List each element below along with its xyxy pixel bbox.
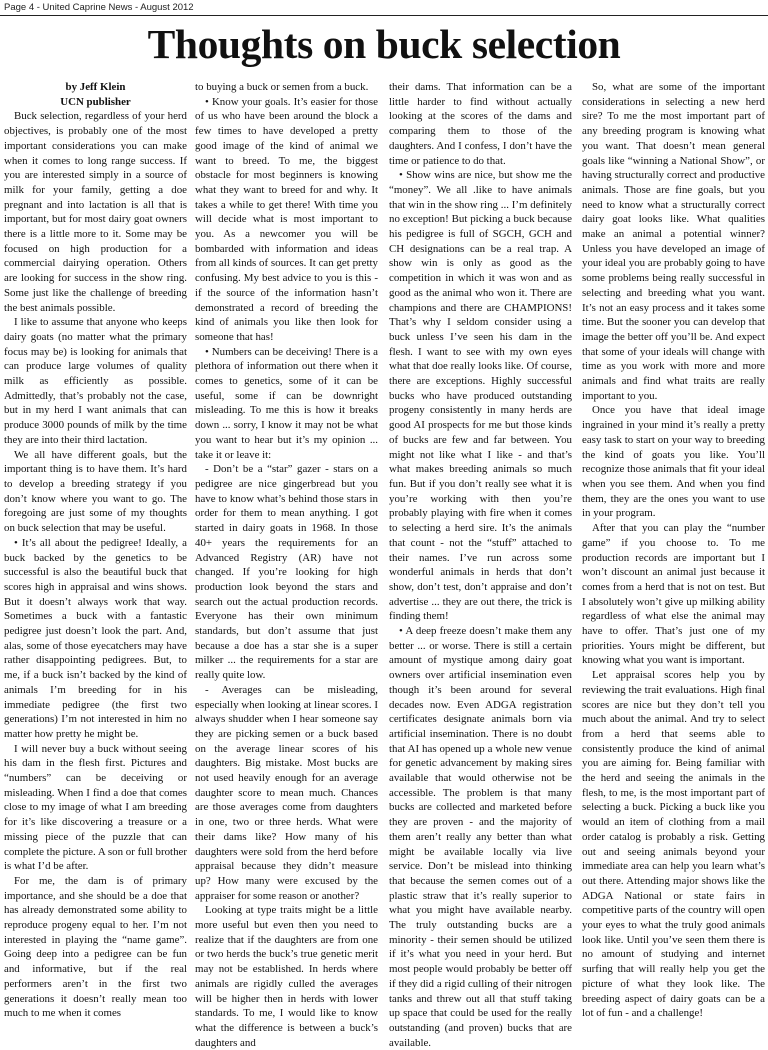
article-column-1 [4, 80, 187, 1020]
byline-role: UCN publisher [60, 95, 131, 108]
article-headline: Thoughts on buck selection [147, 21, 621, 67]
paragraph: Once you have that ideal image ingrained in your mind it’s really a pretty easy task to start on your way to breeding the kind of goats you like. You’ll recognize those animals that fit your ideal when you see them. And when you find them, they are the ones you want to use in your program. [582, 404, 765, 520]
paragraph-continued: their dams. That information can be a little harder to find without actually looking at the scores of the dams and comparing them to those of the daughters. And I confess, I don’t have the time or patience to do that. [389, 81, 572, 167]
paragraph: • It’s all about the pedigree! Ideally, a buck backed by the genetics to be successful is also the beautiful buck that scores high in appraisal and wins shows. But it doesn’t always work that way. Sometimes a buck with a fantastic pedigree just doesn’t look the part. And, alas, some of those eyecatchers may have rather disappointing pedigrees. But, to me, if a buck isn’t backed by the kind of animals I’m breeding for in his immediate pedigree (the first two generations) I’m not interested in him no matter how pretty he might be. [4, 536, 187, 740]
paragraph: For me, the dam is of primary importance, and she should be a doe that has already demonstrated some ability to reproduce progeny equal to her. I’m not interested in playing the “name game”. Going deep into a pedigree can be fun and informative, but if the real performers aren’t in the first two generations it doesn’t really mean too much to me when it comes [4, 874, 187, 1020]
paragraph: • A deep freeze doesn’t make them any better ... or worse. There is still a certain amount of mystique among dairy goat owners over artificial insemination even though it’s been around for several decades now. Even ADGA registration certificates designate animals born via artificial insemination. There is no doubt that AI has opened up a whole new venue for genetic advancement by making sires available that would otherwise not be accessible. The problem is that many bucks are collected and marketed before they are proven - and the majority of them aren’t really any better than what might be available locally via live service. Don’t be mislead into thinking that because the semen comes out of a plastic straw that it’s really superior to what you might have available nearby. The truly outstanding bucks are a minority - their semen should be utilized if it’s what you need in your herd. But most people would probably be better off if they did a rigid culling of their nitrogen tanks and threw out all that stuff taking up space that could be used for the really outstanding (and proven) bucks that are available. [389, 625, 572, 1049]
running-head: Page 4 - United Caprine News - August 2012 [4, 2, 194, 13]
paragraph: • Know your goals. It’s easier for those of us who have been around the block a few times to have developed a pretty good image of the kind of animal we want to breed. To me, the biggest obstacle for most beginners is knowing what they want to breed for and why. It takes a while to get there! With time you will decide what is most important to you. As a newcomer you will be bombarded with information and ideas from all kinds of sources. It can get pretty confusing. My best advice to you is this - if the source of the information hasn’t demonstrated a record of breeding the kind of animals you like then look for someone that has! [195, 95, 378, 343]
paragraph: Looking at type traits might be a little more useful but even then you need to realize that if the daughters are from one or two herds the buck’s true genetic merit may not be established. In herds where animals are rigidly culled the averages will be higher then in herds with lower standards. To me, I would like to know what the difference is between a buck’s daughters and [195, 904, 378, 1049]
paragraph: - Don’t be a “star” gazer - stars on a pedigree are nice gingerbread but you have to know what’s behind those stars in order for them to mean anything. I got started in dairy goats in 1968. In those 40+ years the requirements for an Advanced Registry (AR) have not changed. If you’re looking for high production look beyond the stars and search out the actual production records. Everyone has their own minimum standards, but don’t assume that just because a doe has a star she is a super milker ... the requirements for a star are really quite low. [195, 463, 378, 682]
paragraph: Buck selection, regardless of your herd objectives, is probably one of the most important considerations you can make when it comes to long range success. If you are interested simply in a source of milk for your family, getting a doe pregnant and into lactation is all that is important, but for most dairy goat owners there is a little more to it. Some may be focused on high production for a commercial dairying operation. Others are looking for success in the show ring. Some just like the challenge of breeding the best animals possible. [4, 110, 187, 314]
paragraph: After that you can play the “number game” if you choose to. To me production records are important but I won’t discount an animal just because it comes from a herd that is not on test. But I absolutely won’t give up milking ability regardless of what else the animal may have to offer. That’s just one of my priorities. Yours might be different, but knowing what you want is important. [582, 522, 765, 667]
paragraph: So, what are some of the important considerations in selecting a new herd sire? To me the most important part of any breeding program is knowing what you want. That doesn’t mean general goals like “winning a National Show”, or having structurally correct and productive animals. Those are fine goals, but you need to know what a structurally correct dairy goat looks like. What qualities make an animal a potential winner? Unless you have developed an image of your ideal you are probably going to have some problems being really successful in selecting and breeding what you want. It’s not an easy process and it takes some time. But the sooner you can develop that image the better off you’ll be. And expect that some of your ideals will change with time as you work with more and more animals and find what traits are really important to you. [582, 81, 765, 402]
paragraph: Let appraisal scores help you by reviewing the trait evaluations. High final scores are nice but they don’t tell you much about the animal. And try to select from a herd that seems able to consistently produce the kind of animal you are aiming for. Being familiar with the herd and seeing the animals in the flesh, to me, is the most important part of selecting a buck. Picking a buck like you would an item of clothing from a mail order catalog is probably a risk. Getting out and seeing animals beyond your immediate area can help you learn what’s out there. Attending major shows like the ADGA National or state fairs in competitive parts of the country will open your eyes to what the truly good animals look like. Until you’ve seen them there is no amount of studying and internet surfing that will really help you get the picture of what they look like. The breeding aspect of dairy goats can be a lot of fun - and a challenge! [582, 669, 765, 1020]
paragraph-continued: to buying a buck or semen from a buck. [195, 81, 369, 93]
paragraph: I like to assume that anyone who keeps dairy goats (no matter what the primary focus may be) is looking for animals that can produce large volumes of quality milk as efficiently as possible. Admittedly, that’s probably not the case, but in my herd I want animals that can produce 3000 pounds of milk by the time they are into their third lactation. [4, 316, 187, 446]
paragraph: We all have different goals, but the important thing is to have them. It’s hard to develop a breeding strategy if you don’t know where you want to go. The foregoing are just some of my thoughts on buck selection that may be useful. [4, 448, 187, 535]
paragraph: - Averages can be misleading, especially when looking at linear scores. I always shudder when I hear someone say they are picking semen or a buck based on the average linear scores of his daughters. Big mistake. Most bucks are not used heavily enough for an average daughter score to mean much. Chances are those averages come from daughters in one, two or three herds. What were their dams like? How many of his daughters were sold from the herd before appraisal because they didn’t measure up? How many were excused by the appraiser for some reason or another? [195, 683, 378, 902]
article-column-4 [582, 80, 765, 1020]
header-rule [0, 15, 768, 16]
byline-author: by Jeff Klein [65, 81, 126, 93]
article-column-2 [195, 80, 378, 1049]
article-column-3 [389, 80, 572, 1049]
paragraph: I will never buy a buck without seeing his dam in the flesh first. Pictures and “numbers” can be deceiving or misleading. When I find a doe that comes close to my image of what I am breeding for it’s like discovering a treasure or a missing piece of the puzzle that can complete the picture. A son or full brother is what I’d be after. [4, 742, 187, 873]
paragraph: • Show wins are nice, but show me the “money”. We all .like to have animals that win in the show ring ... I’m definitely no exception! But picking a buck because his pedigree is full of SGCH, GCH and CH designations can be a real trap. A show win is only as good as the competition in which it was won and as good as the animal who won it. There are champions and there are CHAMPIONS! That’s why I seldom consider using a buck unless I’ve seen his dam in the flesh. I want to see with my own eyes what that doe really looks like. Of course, there are exceptions. Highly successful bucks who have produced outstanding progeny consistently in many herds are good AI prospects for me but those kinds of bucks are few and far between. You might not like what I like - and that’s what makes breeding animals so much fun. But if you don’t really see what it is you’re working with then you’re probably playing with fire when it comes to selecting a herd sire. It’s the animals that count - not the “stuff” attached to their names. I’ve run across some wonderful animals in herds that don’t show, don’t test, don’t appraise and don’t advertise ... they are out there, the trick is finding them! [389, 169, 572, 623]
paragraph: • Numbers can be deceiving! There is a plethora of information out there when it comes to genetics, some of it can be useful, some if can be downright misleading. To me this is how it breaks down ... sorry, I know it may not be what you want to hear but it’s my opinion ... take it or leave it: [195, 345, 378, 461]
